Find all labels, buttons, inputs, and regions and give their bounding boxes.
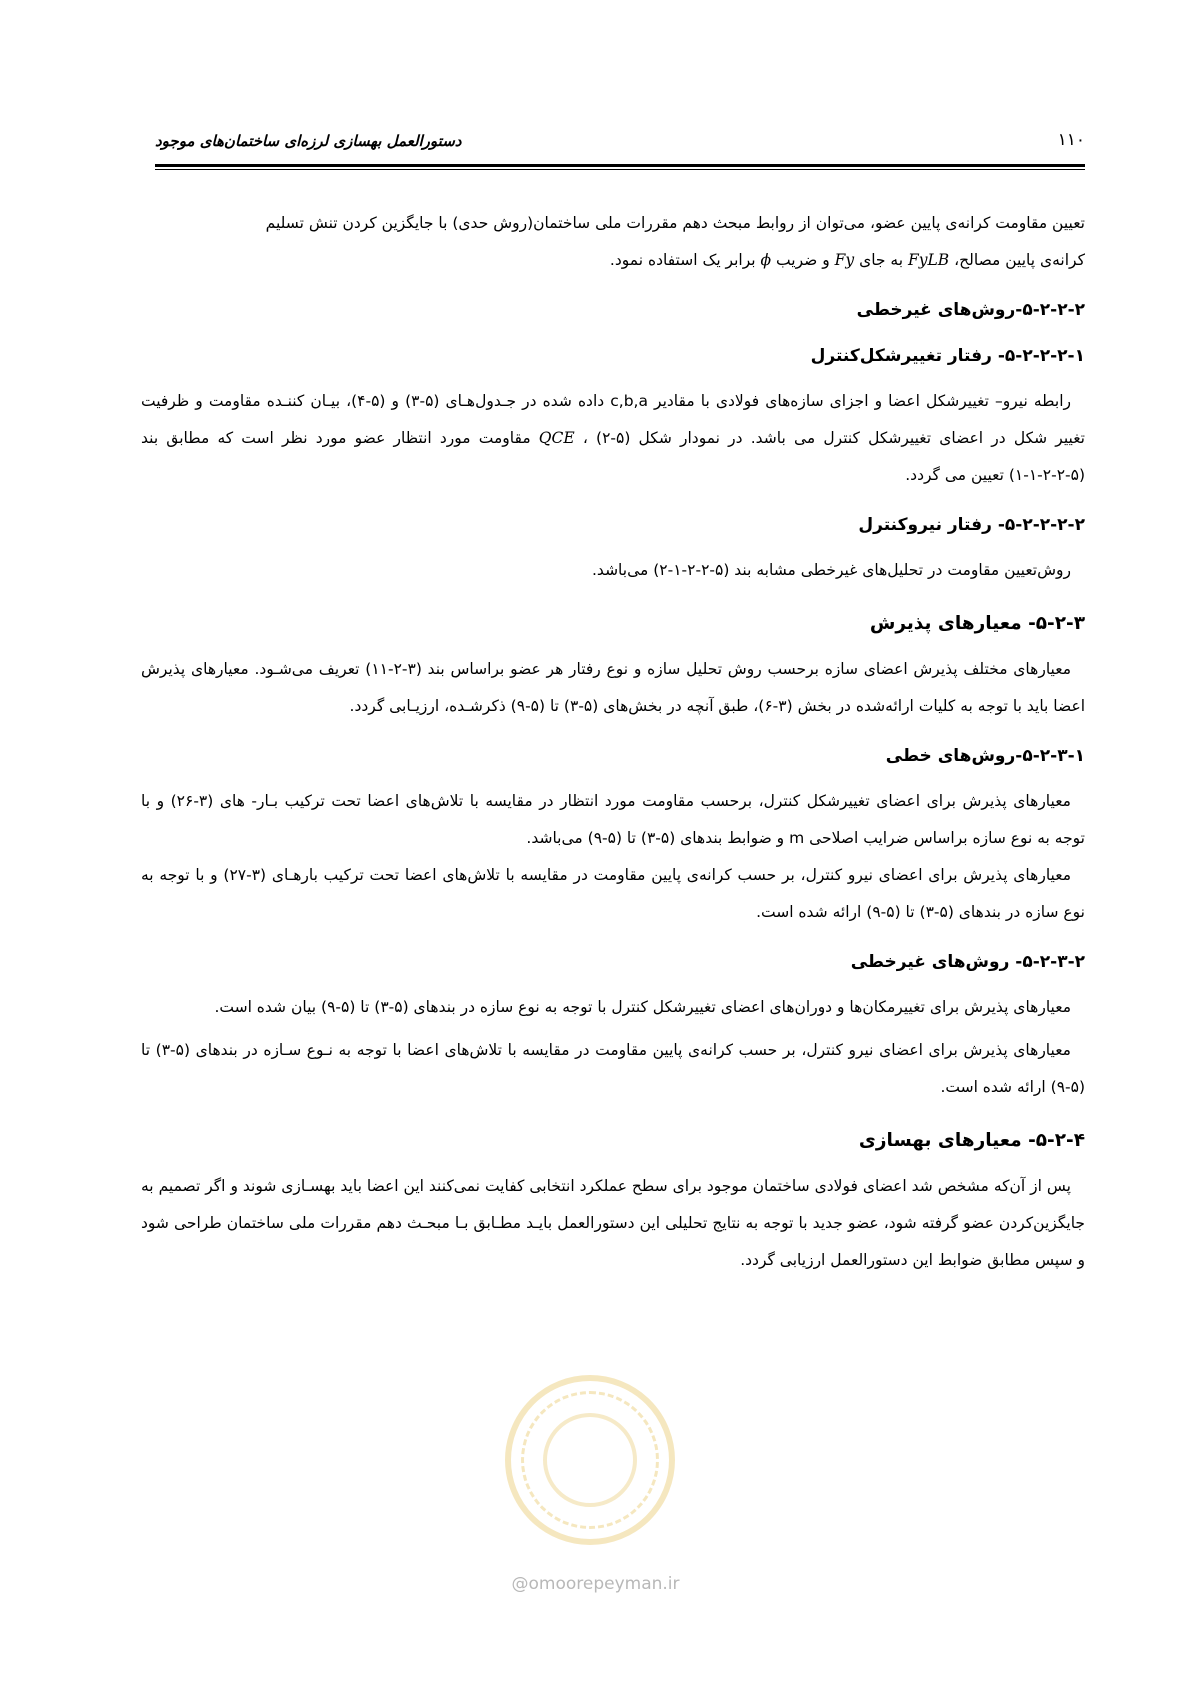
watermark-seal-icon [505, 1375, 675, 1545]
intro-line-2a: کرانه‌ی پایین مصالح، [949, 251, 1085, 269]
heading-deformation-controlled: ۵-۲-۲-۲-۱- رفتار تغییرشکل‌کنترل [810, 346, 1085, 366]
intro-paragraph [141, 205, 1085, 279]
page-number: ۱۱۰ [1057, 130, 1085, 150]
intro-line-2b: به جای [854, 251, 908, 269]
acceptance-paragraph: معیارهای مختلف پذیرش اعضای سازه برحسب روش تحلیل سازه و نوع رفتار هر عضو براساس بند (۳-۲-۱۱) تعریف می‌شـود. معیارهای پذیرش اعضا باید با توجه به کلیات ارائه‌شده در بخش (۳-۶)، طبق آنچه در بخش‌های (۵-۳) تا (۵-۹) ذکرشـده، ارزیـابی گردد. [141, 660, 1085, 715]
linear-paragraph-2: معیارهای پذیرش برای اعضای نیرو کنترل، بر حسب کرانه‌ی پایین مقاومت در مقایسه با تلاش‌های اعضا تحت ترکیب بارهـای (۳-۲۷) و با توجه به نوع سازه در بندهای (۵-۳) تا (۵-۹) ارائه شده است. [141, 866, 1085, 921]
nonlinear-paragraph-1: معیارهای پذیرش برای تغییرمکان‌ها و دوران‌های اعضای تغییرشکل کنترل با توجه به نوع سازه در بندهای (۵-۳) تا (۵-۹) بیان شده است. [214, 998, 1071, 1016]
symbol-fy: Fy [834, 251, 855, 269]
page-header [155, 126, 1085, 162]
symbol-phi: ϕ [760, 251, 772, 269]
deformation-text-b: مقاومت مورد انتظار عضو مورد نظر است که مطابق بند (۵-۲-۲-۱-۱) تعیین می گردد. [141, 429, 1085, 484]
heading-retrofit-criteria: ۵-۲-۴- معیارهای بهسازی [858, 1130, 1085, 1151]
intro-line-2d: برابر یک استفاده نمود. [609, 251, 761, 269]
intro-line-2c: و ضریب [771, 251, 835, 269]
deformation-paragraph [141, 383, 1085, 494]
symbol-qce: QCE [538, 429, 575, 447]
intro-line-1: تعیین مقاومت کرانه‌ی پایین عضو، می‌توان از روابط مبحث دهم مقررات ملی ساختمان(روش حدی) با جایگزین کردن تنش تسلیم [265, 214, 1085, 232]
heading-nonlinear-methods: ۵-۲-۲-۲-روش‌های غیرخطی [856, 300, 1085, 320]
nonlinear-paragraph-2: معیارهای پذیرش برای اعضای نیرو کنترل، بر حسب کرانه‌ی پایین مقاومت در مقایسه با تلاش‌های اعضا با توجه به نـوع سـازه در بندهای (۵-۳) تا (۵-۹) ارائه شده است. [141, 1041, 1085, 1096]
watermark-scale-icon [543, 1413, 637, 1507]
header-title: دستورالعمل بهسازی لرزه‌ای ساختمان‌های موجود [155, 132, 462, 150]
header-divider [155, 164, 1085, 167]
linear-paragraph-1: معیارهای پذیرش برای اعضای تغییرشکل کنترل، برحسب مقاومت مورد انتظار در مقایسه با تلاش‌های اعضا تحت ترکیب بـار- های (۳-۲۶) و با توجه به نوع سازه براساس ضرایب اصلاحی m و ضوابط بندهای (۵-۳) تا (۵-۹) می‌باشد. [141, 792, 1085, 847]
heading-force-controlled: ۵-۲-۲-۲-۲- رفتار نیروکنترل [858, 515, 1085, 535]
symbol-fylb: FyLB [907, 251, 950, 269]
document-body [141, 205, 1085, 1285]
watermark-gear-icon [521, 1391, 659, 1529]
force-paragraph: روش‌تعیین مقاومت در تحلیل‌های غیرخطی مشابه بند (۵-۲-۲-۱-۲) می‌باشد. [592, 561, 1071, 579]
watermark-url: @omoorepeyman.ir [511, 1574, 680, 1594]
heading-nonlinear-acceptance: ۵-۲-۳-۲- روش‌های غیرخطی [850, 952, 1085, 972]
heading-linear-methods: ۵-۲-۳-۱-روش‌های خطی [885, 746, 1085, 766]
deformation-text-a: رابطه نیرو– تغییرشکل اعضا و اجزای سازه‌های فولادی با مقادیر c,b,a داده شده در جـدول‌هـای (۵-۳) و (۵-۴)، بیـان کننـده مقاومت و ظرفیت تغییر شکل در اعضای تغییرشکل کنترل می باشد. در نمودار شکل (۵-۲) ، [141, 392, 1085, 447]
heading-acceptance-criteria: ۵-۲-۳- معیارهای پذیرش [869, 613, 1085, 634]
retrofit-paragraph: پس از آن‌که مشخص شد اعضای فولادی ساختمان موجود برای سطح عملکرد انتخابی کفایت نمی‌کنند این اعضا باید بهسـازی شوند و اگر تصمیم به جایگزین‌کردن عضو گرفته شود، عضو جدید با توجه به نتایج تحلیلی این دستورالعمل بایـد مطـابق بـا مبحـث دهم مقررات ملی ساختمان طراحی شود و سپس مطابق ضوابط این دستورالعمل ارزیابی گردد. [141, 1177, 1085, 1269]
header-divider-thin [155, 169, 1085, 170]
